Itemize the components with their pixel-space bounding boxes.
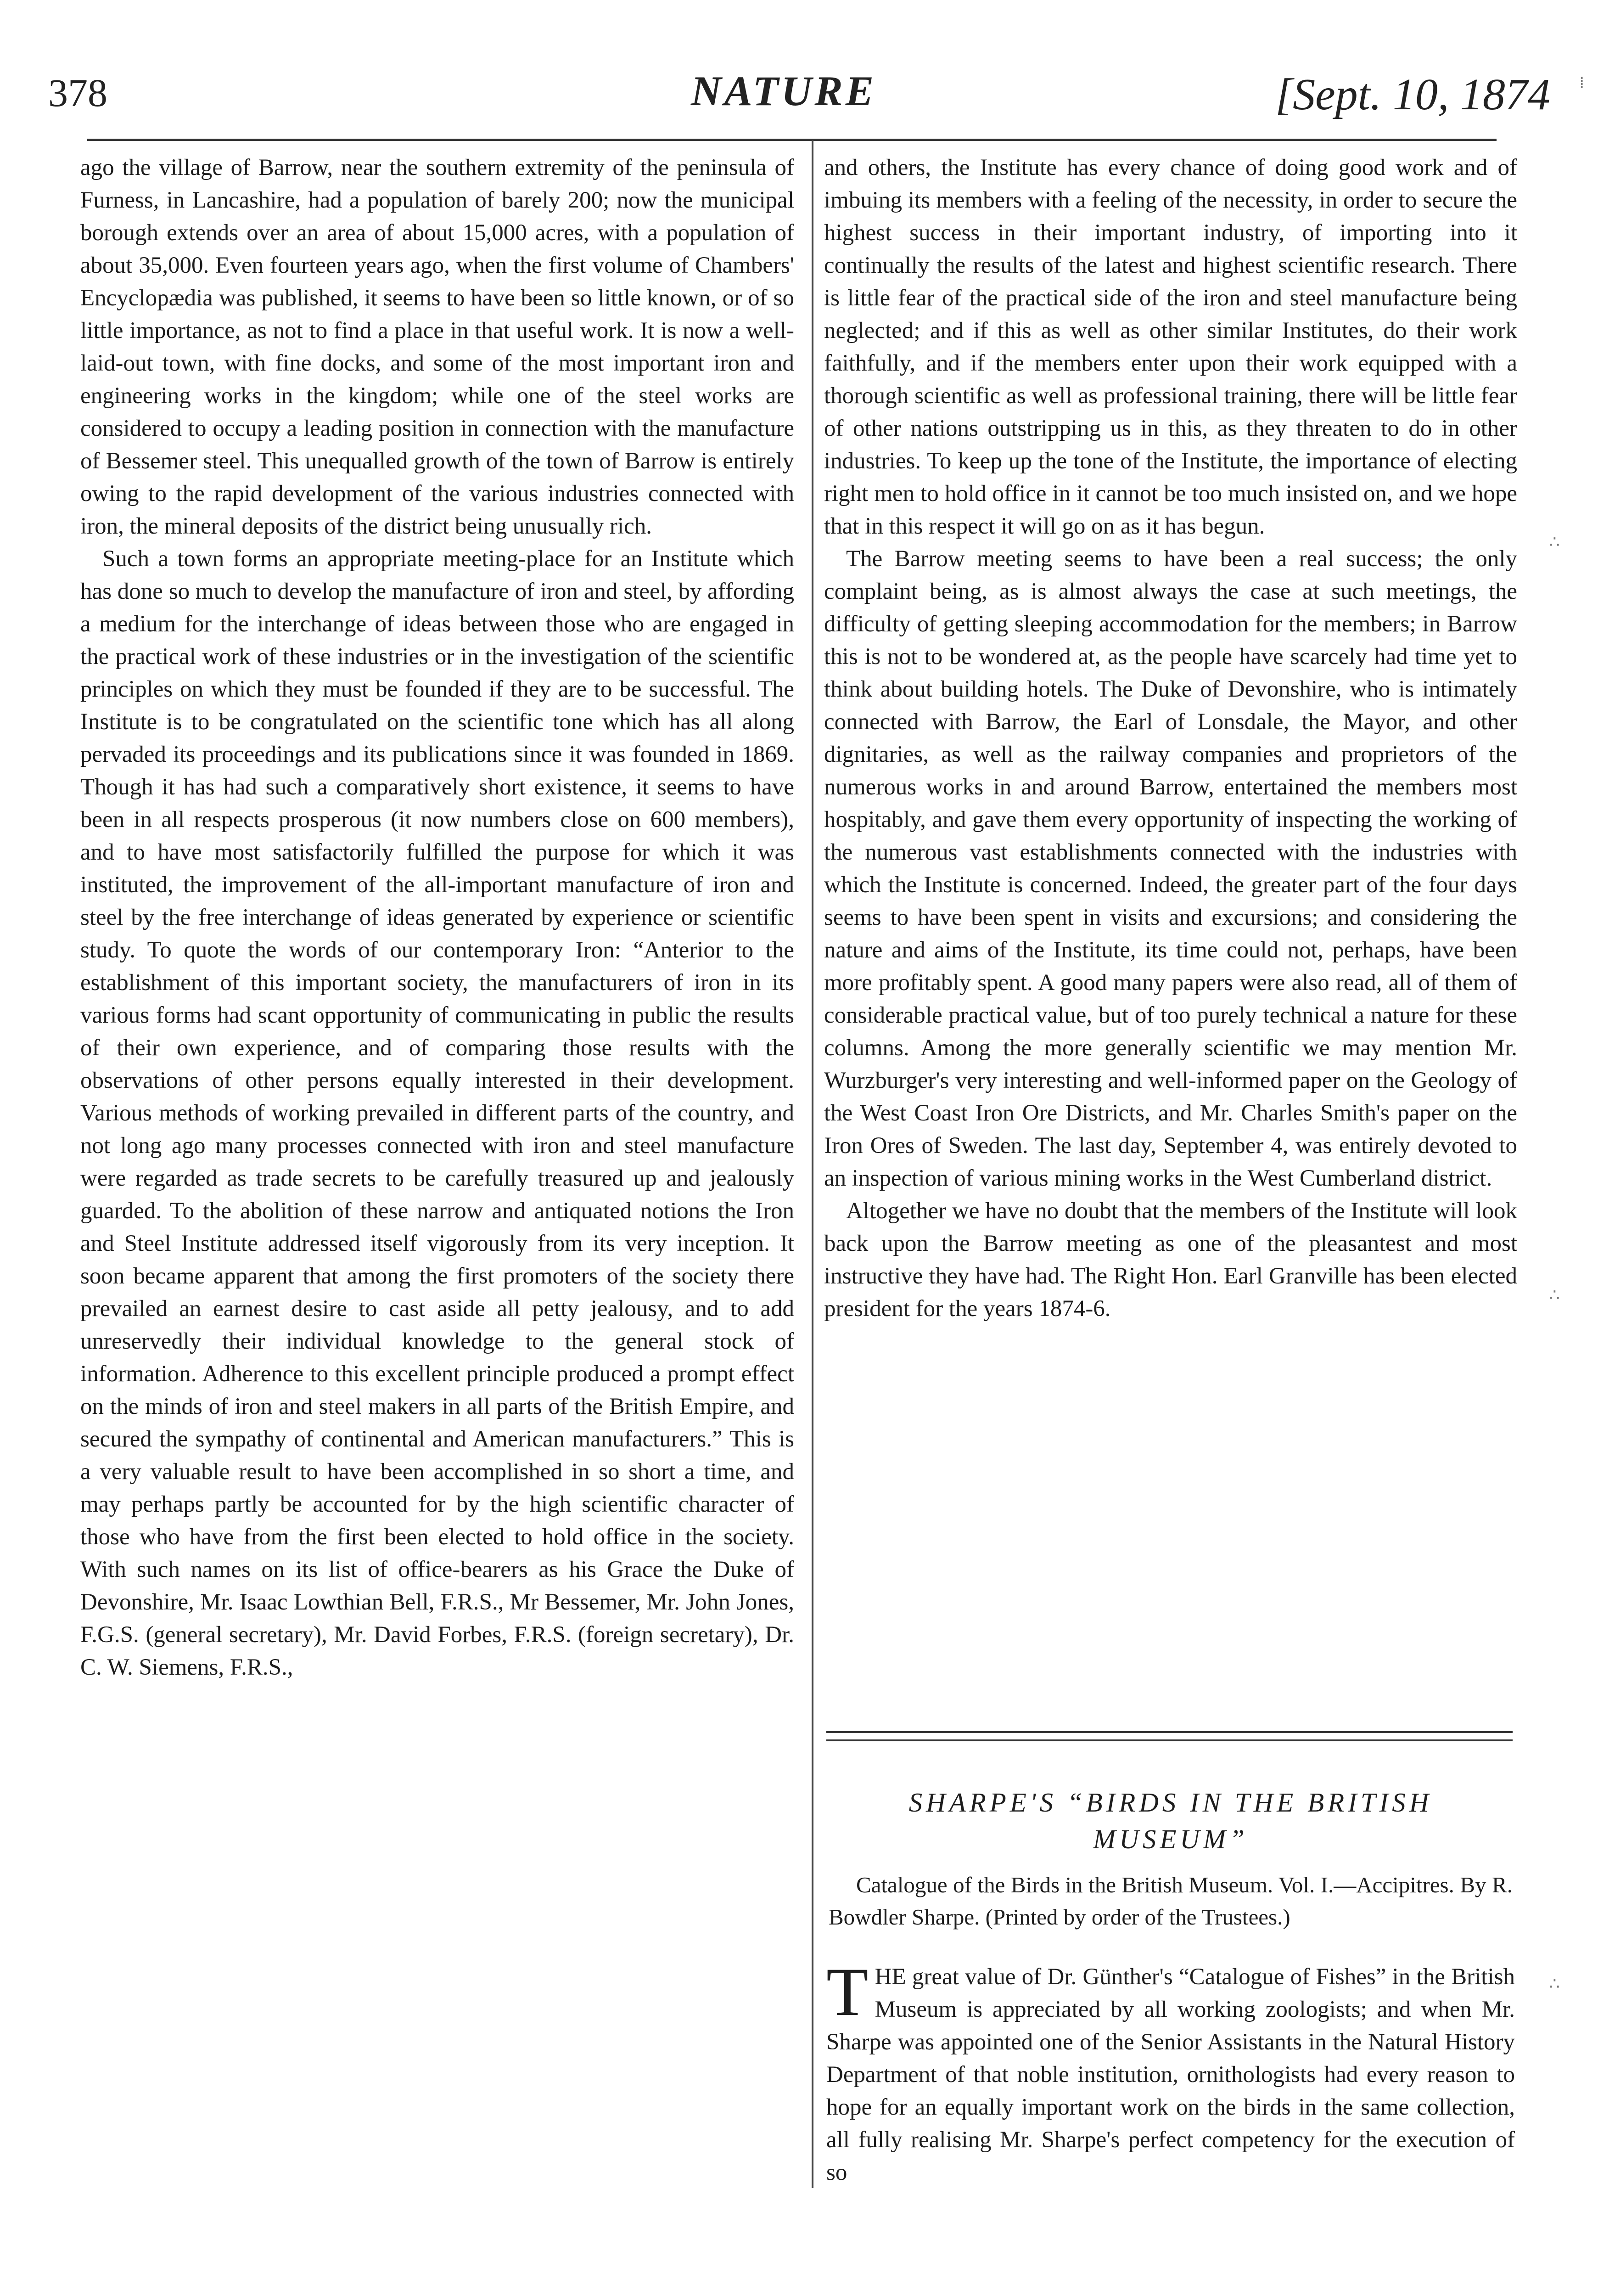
page-number: 378 — [48, 71, 107, 115]
review-body-text: HE great value of Dr. Günther's “Catalogue of Fishes” in the British Museum is appreciated by all working zoologists; and when Mr. Sharpe was appointed one of the Senior Assistants in the Natural History Department of that noble institution, ornithologists had every reason to hope for an equally important work on the birds in the same collection, all fully realising Mr. Sharpe's perfect competency for the execution of so — [826, 1964, 1515, 2185]
margin-mark: ∴ — [1549, 1286, 1560, 1305]
journal-title: NATURE — [691, 68, 877, 114]
left-column — [80, 152, 794, 1684]
page-header — [0, 0, 1598, 138]
margin-mark: ∴ — [1549, 1975, 1560, 1993]
right-column — [824, 152, 1517, 1325]
drop-cap: T — [826, 1954, 869, 2030]
left-paragraph-2: Such a town forms an appropriate meeting-place for an Institute which has done so much to develop the manufacture of iron and steel, by affording a medium for the interchange of ideas between those who are engaged in the practical work of these industries or in the investigation of the scientific principles on which they must be founded if they are to be successful. The Institute is to be congratulated on the scientific tone which has all along pervaded its proceedings and its publications since it was founded in 1869. Though it has had such a comparatively short existence, it seems to have been in all respects prosperous (it now numbers close on 600 members), and to have most satisfactorily fulfilled the purpose for which it was instituted, the improvement of the all-important manufacture of iron and steel by the free interchange of ideas generated by experience or scientific study. To quote the words of our contemporary Iron: “Anterior to the establishment of this important society, the manufacturers of iron in its various forms had scant opportunity of communicating in public the results of their own experience, and of comparing those results with the observations of other persons equally interested in their development. Various methods of working prevailed in different parts of the country, and not long ago many processes connected with iron and steel manufacture were regarded as trade secrets to be carefully treasured up and jealously guarded. To the abolition of these narrow and antiquated notions the Iron and Steel Institute addressed itself vigorously from its very inception. It soon became apparent that among the first promoters of the society there prevailed an earnest desire to cast aside all petty jealousy, and to add unreservedly their individual knowledge to the general stock of information. Adherence to this excellent principle produced a prompt effect on the minds of iron and steel makers in all parts of the British Empire, and secured the sympathy of continental and American manufacturers.” This is a very valuable result to have been accomplished in so short a time, and may perhaps partly be accounted for by the high scientific character of those who have from the first been elected to hold office in the society. With such names on its list of office-bearers as his Grace the Duke of Devonshire, Mr. Isaac Lowthian Bell, F.R.S., Mr Bessemer, Mr. John Jones, F.G.S. (general secretary), Mr. David Forbes, F.R.S. (foreign secretary), Dr. C. W. Siemens, F.R.S., — [80, 546, 794, 1680]
margin-mark: ⁞ — [1579, 73, 1585, 92]
right-paragraph-3: Altogether we have no doubt that the members of the Institute will look back upon the Barrow meeting as one of the pleasantest and most instructive they have had. The Right Hon. Earl Granville has been elected president for the years 1874-6. — [824, 1198, 1517, 1322]
review-body — [826, 1954, 1515, 2189]
right-paragraph-2: The Barrow meeting seems to have been a real success; the only complaint being, as is almost always the case at such meetings, the difficulty of getting sleeping accommodation for the members; in Barrow this is not to be wondered at, as the people have scarcely had time yet to think about building hotels. The Duke of Devonshire, who is intimately connected with Barrow, the Earl of Lonsdale, the Mayor, and other dignitaries, as well as the railway companies and proprietors of the numerous works in and around Barrow, entertained the members most hospitably, and gave them every opportunity of inspecting the working of the numerous vast establishments connected with the industries with which the Institute is concerned. Indeed, the greater part of the four days seems to have been spent in visits and excursions; and considering the nature and aims of the Institute, its time could not, perhaps, have been more profitably spent. A good many papers were also read, all of them of considerable practical value, but of too purely technical a nature for these columns. Among the more generally scientific we may mention Mr. Wurzburger's very interesting and well-informed paper on the Geology of the West Coast Iron Ore Districts, and Mr. Charles Smith's paper on the Iron Ores of Sweden. The last day, September 4, was entirely devoted to an inspection of various mining works in the West Cumberland district. — [824, 546, 1517, 1191]
left-paragraph-1: ago the village of Barrow, near the southern extremity of the peninsula of Furness, in Lancashire, had a population of barely 200; now the municipal borough extends over an area of about 15,000 acres, with a population of about 35,000. Even fourteen years ago, when the first volume of Chambers' Encyclopædia was published, it seems to have been so little known, or of so little importance, as not to find a place in that useful work. It is now a well-laid-out town, with fine docks, and some of the most important iron and engineering works in the kingdom; while one of the steel works are considered to occupy a leading position in connection with the manufacture of Bessemer steel. This unequalled growth of the town of Barrow is entirely owing to the rapid development of the various industries connected with iron, the mineral deposits of the district being unusually rich. — [80, 155, 794, 539]
column-divider — [812, 140, 813, 2188]
review-citation: Catalogue of the Birds in the British Museum. Vol. I.—Accipitres. By R. Bowdler Sharpe. (Printed by order of the Trustees.) — [829, 1872, 1513, 1930]
right-paragraph-1: and others, the Institute has every chance of doing good work and of imbuing its members with a feeling of the necessity, in order to secure the highest success in their important industry, of importing into it continually the results of the latest and highest scientific research. There is little fear of the practical side of the iron and steel manufacture being neglected; and if this as well as other similar Institutes, do their work faithfully, and if the members enter upon their work equipped with a thorough scientific as well as professional training, there will be little fear of other nations outstripping us in this, as they threaten to do in other industries. To keep up the tone of the Institute, the importance of electing right men to hold office in it cannot be too much insisted on, and we hope that in this respect it will go on as it has begun. — [824, 155, 1517, 539]
header-rule — [87, 139, 1497, 141]
margin-mark: ∴ — [1549, 533, 1560, 551]
section-rule-bottom — [826, 1739, 1513, 1741]
issue-date: [Sept. 10, 1874 — [1275, 70, 1550, 119]
section-rule-top — [826, 1731, 1513, 1733]
review-title: SHARPE'S “BIRDS IN THE BRITISH MUSEUM” — [908, 1787, 1433, 1854]
